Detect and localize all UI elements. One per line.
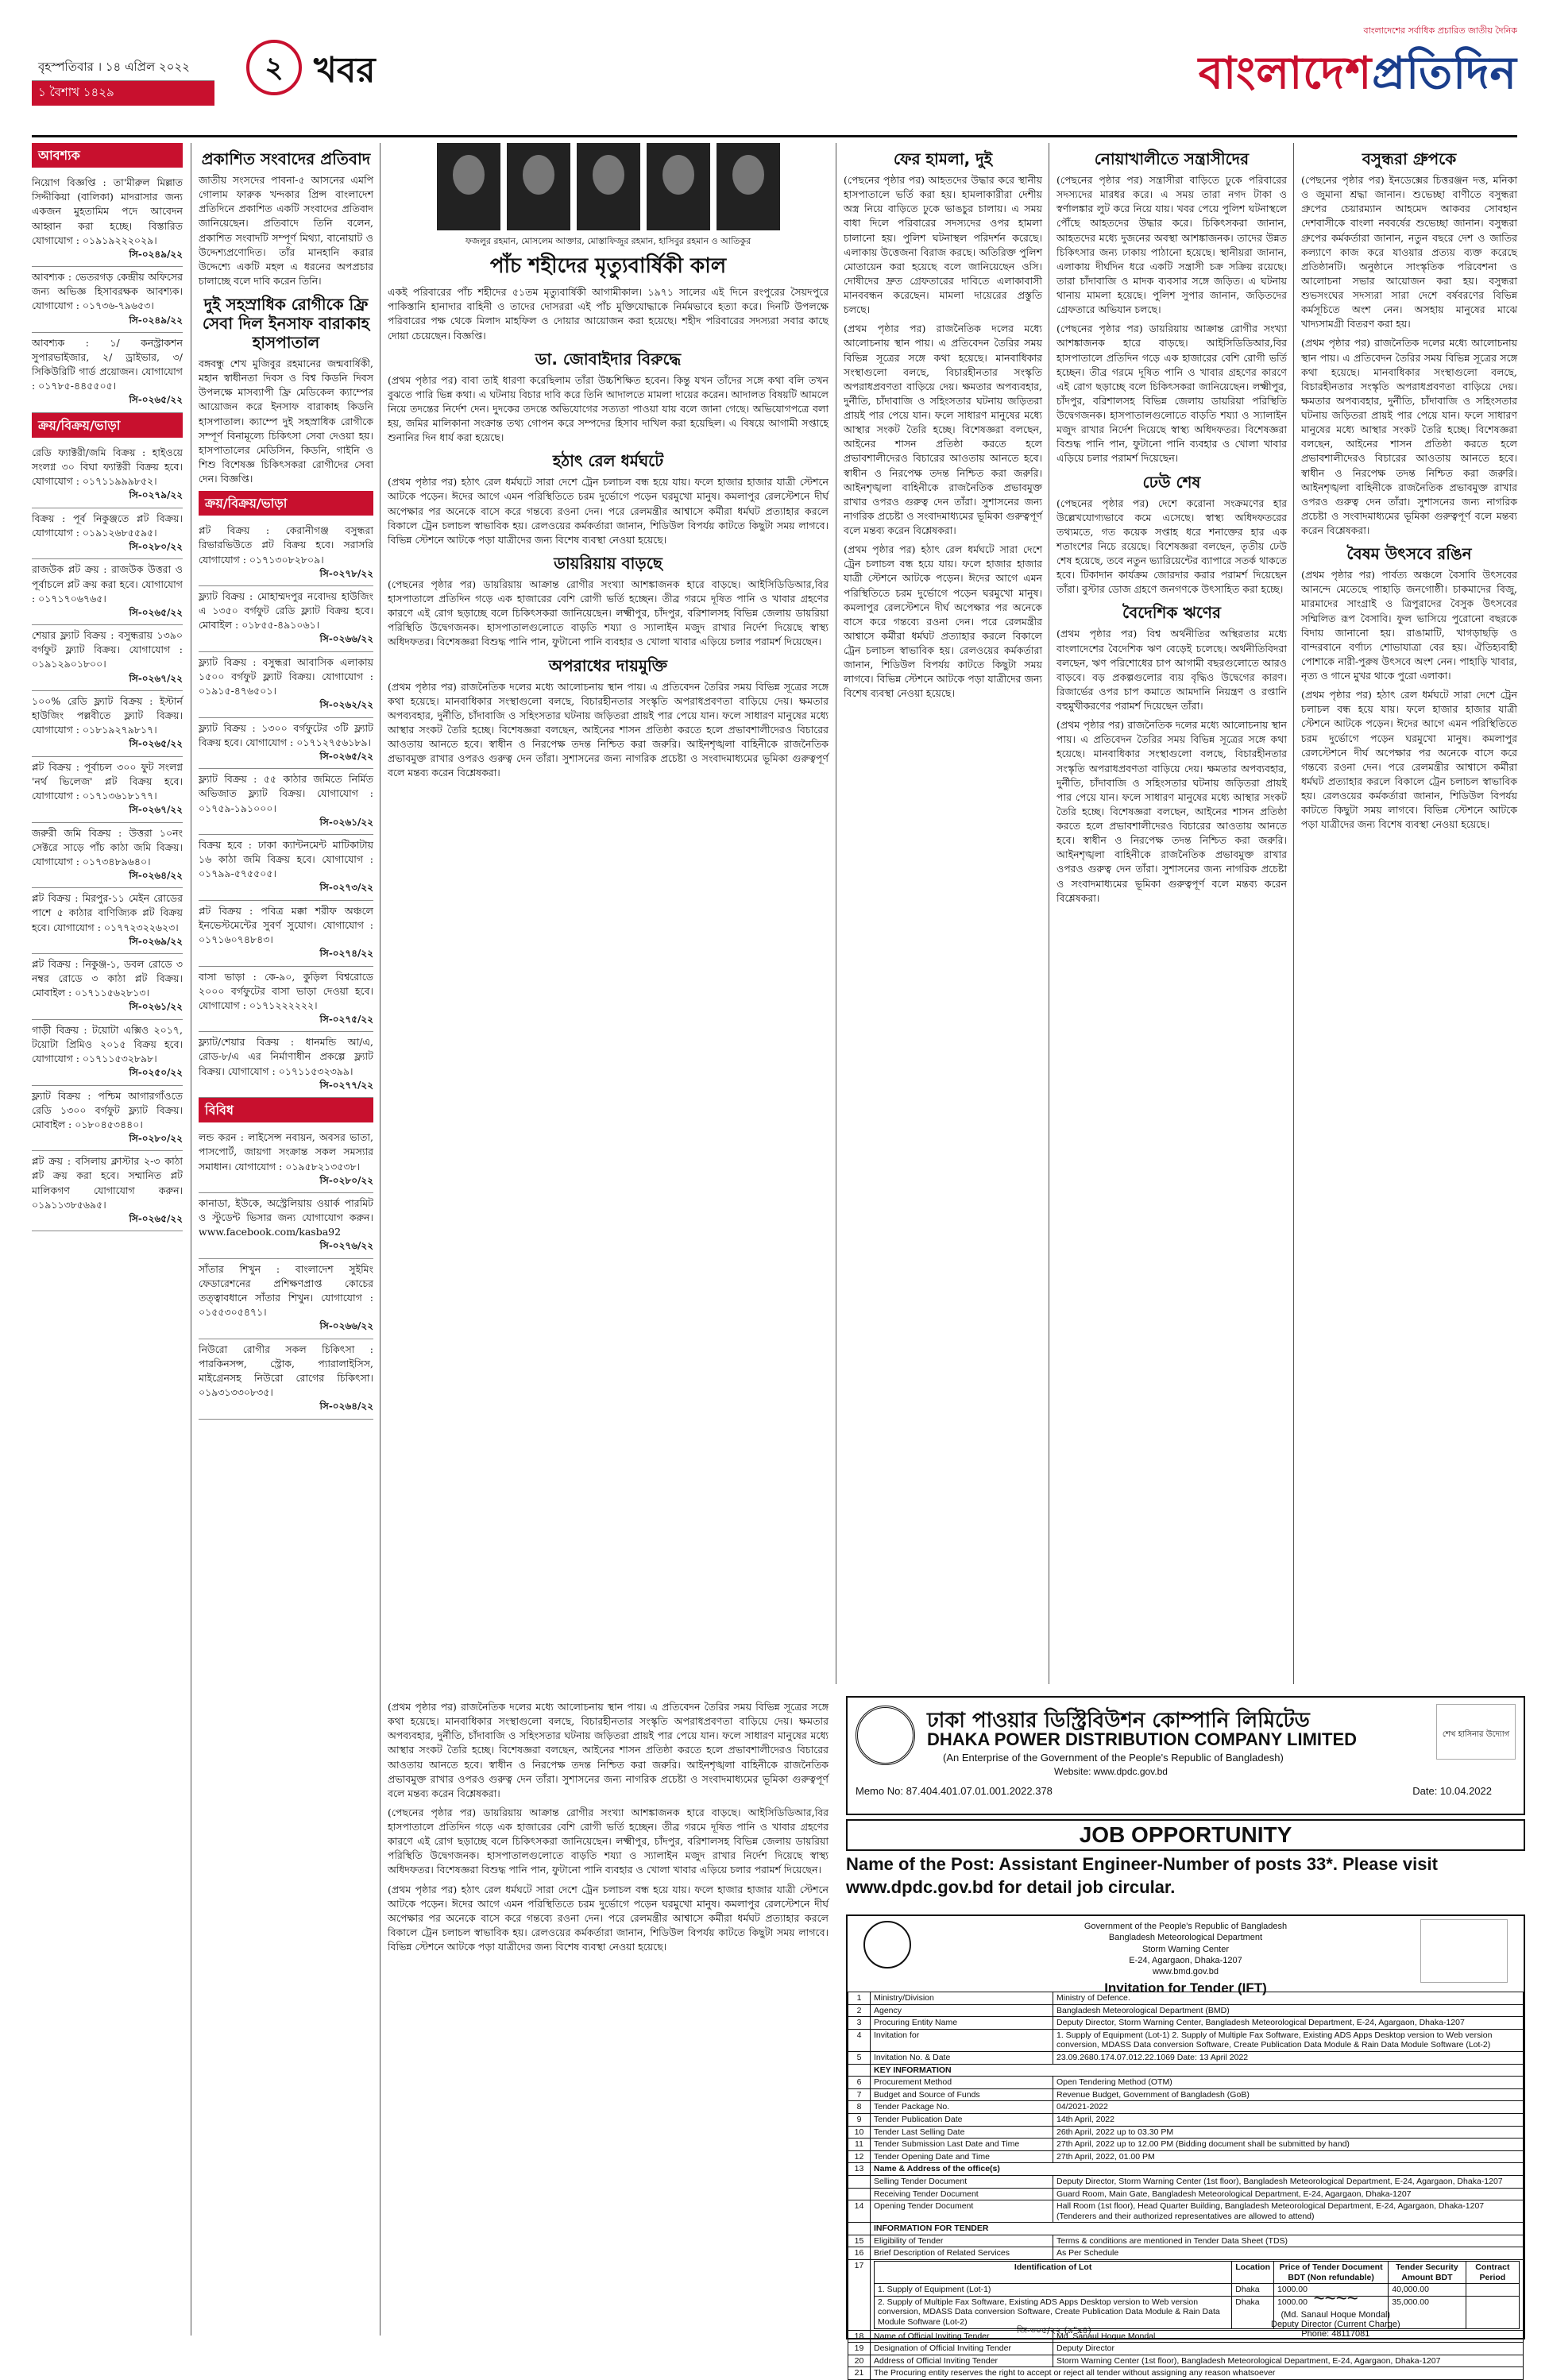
dpdc-logo xyxy=(856,1706,915,1765)
lot-header: Tender Security Amount BDT xyxy=(1389,2262,1466,2284)
festival-body-cont: (প্রথম পৃষ্ঠার পর) হঠাৎ রেল ধর্মঘটে সারা দেশে ট্রেন চলাচল বন্ধ হয়ে যায়। ফলে হাজার হাজার যাত্রী স্টেশনে আটকে পড়েন। ঈদের আগে এমন পরিস্থিতিতে চরম দুর্ভোগে পড়েন ঘরমুখো মানুষ। কমলাপুর রেলস্টেশনে দীর্ঘ অপেক্ষার পর অনেকে বাসে করে গন্তব্যে রওনা দেন। পরে রেলমন্ত্রীর আশ্বাসে কর্মীরা ধর্মঘট প্রত্যাহার করলে বিকালে ট্রেন চলাচল স্বাভাবিক হয়। রেলওয়ের কর্মকর্তারা জানান, শিডিউল বিপর্যয় কাটতে কিছুটা সময় লাগবে। বিভিন্ন স্টেশনে আটকে পড়া যাত্রীদের জন্য বিশেষ ব্যবস্থা নেওয়া হয়েছে। xyxy=(1301,689,1517,831)
tender-row xyxy=(848,2330,1524,2343)
classified-item xyxy=(199,652,373,718)
classified-text: শেয়ার ফ্ল্যাট বিক্রয় : বসুন্ধরায় ১৩৯০ বর্গফুট ফ্ল্যাট বিক্রয়। যোগাযোগ : ০১৯১২৯০১৮০০। xyxy=(32,629,183,670)
tender-row-key: Designation of Official Inviting Tender xyxy=(871,2343,1053,2355)
column-3 xyxy=(388,143,829,1692)
classified-item xyxy=(32,559,183,625)
government-emblem xyxy=(863,1921,911,1969)
classified-item xyxy=(199,520,373,586)
tender-row xyxy=(848,2004,1524,2017)
paper-tagline: বাংলাদেশের সর্বাধিক প্রচারিত জাতীয় দৈনিক xyxy=(1363,25,1517,36)
tender-row-value: 27th April, 2022, 01.00 PM xyxy=(1053,2150,1524,2163)
classified-ref: সি-০২৬৪/২২ xyxy=(129,869,183,881)
classified-text: ১০০% রেডি ফ্ল্যাট বিক্রয় : ইস্টার্ন হাউজিং পল্লবীতে ফ্ল্যাট বিক্রয়। যোগাযোগ : ০১৮১৯২৭৯৮১৭। xyxy=(32,694,183,736)
signatory-phone: Phone: 48117081 xyxy=(1301,2329,1370,2339)
tender-row-value: Terms & conditions are mentioned in Tender Data Sheet (TDS) xyxy=(1053,2235,1524,2247)
rail-strike-headline: হঠাৎ রেল ধর্মঘটে xyxy=(552,451,664,471)
classified-ref: সি-০২৬৭/২২ xyxy=(129,672,183,684)
classified-item xyxy=(32,442,183,508)
classified-ref: সি-০২৬৯/২২ xyxy=(129,935,183,947)
tender-row-value: Open Tendering Method (OTM) xyxy=(1053,2077,1524,2089)
tender-row-value: Storm Warning Center (1st floor), Bangladesh Meteorological Department, E-24, Agargaon, Dhaka-1207 xyxy=(1053,2355,1524,2367)
classified-text: জরুরী জমি বিক্রয় : উত্তরা ১০নং সেক্টরে সাড়ে পাঁচ কাঠা জমি বিক্রয়। যোগাযোগ : ০১৭৩৪৮৯৬৪০। xyxy=(32,826,183,867)
gd-reference: জি-৩০৫/২২ (৯"x৪) xyxy=(1017,2325,1091,2336)
tender-row xyxy=(848,2139,1524,2151)
portrait-photo xyxy=(507,143,570,230)
tender-row xyxy=(848,2367,1524,2380)
tender-row-number: 15 xyxy=(848,2235,871,2247)
noakhali-headline: নোয়াখালীতে সন্ত্রাসীদের xyxy=(1094,149,1250,168)
doctor-headline: ডা. জোবাইদার বিরুদ্ধে xyxy=(535,349,682,369)
classified-heading-buysell: ক্রয়/বিক্রয়/ভাড়া xyxy=(32,413,183,438)
tender-row-number: 10 xyxy=(848,2126,871,2139)
tender-row-key: Selling Tender Document xyxy=(871,2175,1053,2188)
classified-item xyxy=(32,1151,183,1231)
lot-table-cell xyxy=(871,2260,1524,2331)
tender-row-value: As Per Schedule xyxy=(1053,2247,1524,2260)
tender-row xyxy=(848,2150,1524,2163)
classified-heading-wanted: আবশ্যক xyxy=(32,143,183,168)
tender-row-number: 21 xyxy=(848,2367,871,2380)
tender-row-value: 26th April, 2022 up to 03.30 PM xyxy=(1053,2126,1524,2139)
classified-ref: সি-০২৬১/২২ xyxy=(129,1001,183,1013)
tender-row-number xyxy=(848,2064,871,2077)
tender-row xyxy=(848,2113,1524,2126)
insaf-headline: দুই সহস্রাধিক রোগীকে ফ্রি সেবা দিল ইনসাফ বারাকাহ হাসপাতাল xyxy=(202,295,370,352)
classified-text: আবশ্যক : ভেতরগড় কেন্দ্রীয় অফিসের জন্য অভিজ্ঞ হিসাবরক্ষক আবশ্যক। যোগাযোগ : ০১৭৩৬-৭৯৬৫৩। xyxy=(32,271,183,312)
classified-text: ফ্ল্যাট বিক্রয় : বসুন্ধরা আবাসিক এলাকায় ১৫০০ বর্গফুট ফ্ল্যাট বিক্রয়। যোগাযোগ : ০১৯১৫-৪৭৬৫০১। xyxy=(199,655,373,697)
portrait-photo xyxy=(647,143,710,230)
tender-row xyxy=(848,2247,1524,2260)
classified-text: ফ্ল্যাট বিক্রয় : ১৩০০ বর্গফুটের ৩টি ফ্ল্যাট বিক্রয় হবে। যোগাযোগ : ০১৭১২৭৫৬১৮৯। xyxy=(199,721,373,748)
lot-row xyxy=(875,2284,1520,2297)
lot-name: 1. Supply of Equipment (Lot-1) xyxy=(875,2284,1232,2297)
column-divider xyxy=(1293,143,1294,1684)
classified-ref: সি-০২৪৯/২২ xyxy=(129,314,183,326)
lot-row xyxy=(875,2296,1520,2328)
tender-row-number: 2 xyxy=(848,2004,871,2017)
tender-row-key: Tender Package No. xyxy=(871,2101,1053,2114)
column-5 xyxy=(1056,143,1287,1684)
tender-row-key: Invitation No. & Date xyxy=(871,2051,1053,2064)
tender-disclaimer: The Procuring entity reserves the right to accept or reject all tender without assigning any reason whatsoever xyxy=(871,2367,1524,2380)
doctor-body: (প্রথম পৃষ্ঠার পর) বাবা তাই ধারণা করেছিলাম তাঁরা উচ্চশিক্ষিত হবেন। কিন্তু যখন তাঁদের সঙ্গে কথা বলি তখন বুঝতে পারি ভিন্ন কথা। এ ঘটনায় বিচার দাবি করে তিনি আদালতে মামলা দায়ের করেন। আদালত বিষয়টি আমলে নিয়ে তদন্তের নির্দেশ দেন। দুদকের তদন্তে অভিযোগের সত্যতা পাওয়া যায় বলে জানা গেছে। অভিযোগপত্রে বলা হয়, জমির মালিকানা সংক্রান্ত তথ্য গোপন করে সম্পদের হিসাব দাখিল করা হয়েছিল। এ বিষয়ে আগামী সপ্তাহে শুনানির দিন ধার্য করা হয়েছে। xyxy=(388,373,829,444)
tender-row-key: Receiving Tender Document xyxy=(871,2188,1053,2200)
classified-ref: সি-০২৬২/২২ xyxy=(319,699,373,711)
tender-row-number: 8 xyxy=(848,2101,871,2114)
tender-row xyxy=(848,2126,1524,2139)
tender-row-number: 7 xyxy=(848,2088,871,2101)
classified-ref: সি-০২৭৩/২২ xyxy=(319,882,373,894)
tender-row-number: 3 xyxy=(848,2017,871,2030)
classified-ref: সি-০২৬৭/২২ xyxy=(129,804,183,816)
classified-text: ফ্ল্যাট বিক্রয় : ৫৫ কাঠার জমিতে নির্মিত অভিজাত ফ্ল্যাট বিক্রয়। যোগাযোগ : ০১৭৫৯-১৯১০০০। xyxy=(199,773,373,814)
tender-web: www.bmd.gov.bd xyxy=(1153,1967,1219,1977)
tender-row-number: 13 xyxy=(848,2163,871,2176)
signatory-name: (Md. Sanaul Hoque Mondal) xyxy=(1281,2310,1391,2320)
classified-item xyxy=(199,1127,373,1193)
dpdc-title-en: DHAKA POWER DISTRIBUTION COMPANY LIMITED xyxy=(927,1729,1358,1749)
tender-row xyxy=(848,2064,1524,2077)
tender-row-key: Eligibility of Tender xyxy=(871,2235,1053,2247)
bashundhara-body-cont: (প্রথম পৃষ্ঠার পর) রাজনৈতিক দলের মধ্যে আলোচনায় স্থান পায়। এ প্রতিবেদন তৈরির সময় বিভিন্ন সূত্রের সঙ্গে কথা হয়েছে। মানবাধিকার সংস্থাগুলো বলছে, বিচারহীনতার সংস্কৃতি অপরাধপ্রবণতা বাড়িয়ে দেয়। ক্ষমতার অপব্যবহার, দুর্নীতি, চাঁদাবাজি ও সহিংসতার ঘটনায় জড়িতরা প্রায়ই পার পেয়ে যান। ফলে সাধারণ মানুষের মধ্যে আস্থার সংকট তৈরি হচ্ছে। বিশেষজ্ঞরা বলছেন, আইনের শাসন প্রতিষ্ঠা করতে হলে প্রভাবশালীদেরও বিচারের আওতায় আনতে হবে। স্বাধীন ও নিরপেক্ষ তদন্ত নিশ্চিত করা জরুরি। আইনশৃঙ্খলা বাহিনীকে রাজনৈতিক প্রভাবমুক্ত রাখার ওপরও গুরুত্ব দেন তাঁরা। সুশাসনের জন্য নাগরিক প্রচেষ্টা ও সংবাদমাধ্যমের ভূমিকা গুরুত্বপূর্ণ বলে মন্তব্য করেন বিশ্লেষকরা। xyxy=(1301,337,1517,536)
classified-ref: সি-০২৫০/২২ xyxy=(129,1067,183,1079)
classified-ref: সি-০২৬৫/২২ xyxy=(129,738,183,750)
column-6 xyxy=(1301,143,1517,1684)
classified-ref: সি-০২৮০/২২ xyxy=(129,541,183,553)
classified-text: প্লট বিক্রয় : পূর্বাচল ৩০০ ফুট সংলগ্ন 'নর্থ ভিলেজ' প্লট বিক্রয় হবে। যোগাযোগ : ০১৭১৩৬১৮১৭৭। xyxy=(32,760,183,802)
classified-heading-misc: বিবিধ xyxy=(199,1098,373,1122)
tender-row-number: 14 xyxy=(848,2200,871,2223)
paper-name xyxy=(1199,39,1517,114)
tender-row-number: 4 xyxy=(848,2029,871,2051)
memo-number: Memo No: 87.404.401.07.01.001.2022.378 xyxy=(856,1785,1053,1797)
lot-security: 40,000.00 xyxy=(1389,2284,1466,2297)
tender-row-key: Address of Official Inviting Tender xyxy=(871,2355,1053,2367)
dpdc-title-bn: ঢাকা পাওয়ার ডিস্ট্রিবিউশন কোম্পানি লিমিটেড xyxy=(927,1709,1310,1733)
tender-row xyxy=(848,2017,1524,2030)
diarrhea-body-cont: (পেছনের পৃষ্ঠার পর) ডায়রিয়ায় আক্রান্ত রোগীর সংখ্যা আশঙ্কাজনক হারে বাড়ছে। আইসিডিডিআর,বির হাসপাতালে প্রতিদিন গড়ে এক হাজারের বেশি রোগী ভর্তি হচ্ছেন। তীব্র গরমে দূষিত পানি ও খাবার গ্রহণের কারণে এই রোগ ছড়াচ্ছে বলে চিকিৎসকরা জানিয়েছেন। লক্ষ্মীপুর, চাঁদপুর, বরিশালসহ বিভিন্ন জেলায় ডায়রিয়া পরিস্থিতি উদ্বেগজনক। হাসপাতালগুলোতে বাড়তি শয্যা ও স্যালাইন মজুদ রাখার নির্দেশ দিয়েছে স্বাস্থ্য অধিদফতর। বিশেষজ্ঞরা বিশুদ্ধ পানি পান, ফুটানো পানি ব্যবহার ও খোলা খাবার এড়িয়ে চলার পরামর্শ দিয়েছেন। xyxy=(388,1806,829,1876)
classified-text: সাঁতার শিখুন : বাংলাদেশ সুইমিং ফেডারেশনের প্রশিক্ষণপ্রাপ্ত কোচের তত্ত্বাবধানে সাঁতার শিখুন। যোগাযোগ : ০১৫৫৩০৫৪৭১। xyxy=(199,1262,373,1319)
tender-row-number xyxy=(848,2223,871,2235)
classified-text: বাসা ভাড়া : কে-৯০, কুড়িল বিশ্বরোডে ২০০০ বর্গফুটের বাসা ভাড়া দেওয়া হবে। যোগাযোগ : ০১৭১২২২২২২। xyxy=(199,970,373,1011)
foreign-debt-body: (প্রথম পৃষ্ঠার পর) বিশ্ব অর্থনীতির অস্থিরতার মধ্যে বাংলাদেশের বৈদেশিক ঋণ বেড়েই চলেছে। অর্থনীতিবিদরা বলছেন, ঋণ পরিশোধের চাপ আগামী বছরগুলোতে আরও বাড়বে। বড় প্রকল্পগুলোর ব্যয় বৃদ্ধিও উদ্বেগের কারণ। রিজার্ভের ওপর চাপ কমাতে আমদানি নিয়ন্ত্রণ ও রপ্তানি বহুমুখীকরণের পরামর্শ দিয়েছেন তাঁরা। xyxy=(1056,628,1287,712)
tender-row-value: Guard Room, Main Gate, Bangladesh Meteorological Department, E-24, Agargaon, Dhaka-1207 xyxy=(1053,2188,1524,2200)
lot-header: Contract Period xyxy=(1466,2262,1519,2284)
tender-row xyxy=(848,2051,1524,2064)
tender-row xyxy=(848,2163,1524,2176)
classified-text: আবশ্যক : ১/ কনস্ট্রাকশন সুপারভাইজার, ২/ ড্রাইভার, ৩/ সিকিউরিটি গার্ড প্রয়োজন। যোগাযোগ : ০১৭৮৫-৪৪৫৫০৫। xyxy=(32,336,183,392)
lot-header: Location xyxy=(1232,2262,1274,2284)
tender-row-value: Revenue Budget, Government of Bangladesh (GoB) xyxy=(1053,2088,1524,2101)
tender-row-key: Tender Submission Last Date and Time xyxy=(871,2139,1053,2151)
portrait-badge xyxy=(1420,1919,1508,1983)
dpdc-subtitle: (An Enterprise of the Government of the People's Republic of Bangladesh) xyxy=(943,1752,1284,1764)
impunity-body-cont: (প্রথম পৃষ্ঠার পর) রাজনৈতিক দলের মধ্যে আলোচনায় স্থান পায়। এ প্রতিবেদন তৈরির সময় বিভিন্ন সূত্রের সঙ্গে কথা হয়েছে। মানবাধিকার সংস্থাগুলো বলছে, বিচারহীনতার সংস্কৃতি অপরাধপ্রবণতা বাড়িয়ে দেয়। ক্ষমতার অপব্যবহার, দুর্নীতি, চাঁদাবাজি ও সহিংসতার ঘটনায় জড়িতরা প্রায়ই পার পেয়ে যান। ফলে সাধারণ মানুষের মধ্যে আস্থার সংকট তৈরি হচ্ছে। বিশেষজ্ঞরা বলছেন, আইনের শাসন প্রতিষ্ঠা করতে হলে প্রভাবশালীদেরও বিচারের আওতায় আনতে হবে। স্বাধীন ও নিরপেক্ষ তদন্ত নিশ্চিত করা জরুরি। আইনশৃঙ্খলা বাহিনীকে রাজনৈতিক প্রভাবমুক্ত রাখার ওপরও গুরুত্ব দেন তাঁরা। সুশাসনের জন্য নাগরিক প্রচেষ্টা ও সংবাদমাধ্যমের ভূমিকা গুরুত্বপূর্ণ বলে মন্তব্য করেন বিশ্লেষকরা। xyxy=(388,1701,829,1799)
foreign-debt-body-cont: (প্রথম পৃষ্ঠার পর) রাজনৈতিক দলের মধ্যে আলোচনায় স্থান পায়। এ প্রতিবেদন তৈরির সময় বিভিন্ন সূত্রের সঙ্গে কথা হয়েছে। মানবাধিকার সংস্থাগুলো বলছে, বিচারহীনতার সংস্কৃতি অপরাধপ্রবণতা বাড়িয়ে দেয়। ক্ষমতার অপব্যবহার, দুর্নীতি, চাঁদাবাজি ও সহিংসতার ঘটনায় জড়িতরা প্রায়ই পার পেয়ে যান। ফলে সাধারণ মানুষের মধ্যে আস্থার সংকট তৈরি হচ্ছে। বিশেষজ্ঞরা বলছেন, আইনের শাসন প্রতিষ্ঠা করতে হলে প্রভাবশালীদেরও বিচারের আওতায় আনতে হবে। স্বাধীন ও নিরপেক্ষ তদন্ত নিশ্চিত করা জরুরি। আইনশৃঙ্খলা বাহিনীকে রাজনৈতিক প্রভাবমুক্ত রাখার ওপরও গুরুত্ব দেন তাঁরা। সুশাসনের জন্য নাগরিক প্রচেষ্টা ও সংবাদমাধ্যমের ভূমিকা গুরুত্বপূর্ণ বলে মন্তব্য করেন বিশ্লেষকরা। xyxy=(1056,719,1287,904)
classified-ref: সি-০২৪৯/২২ xyxy=(129,248,183,260)
tender-row xyxy=(848,2175,1524,2188)
rail-strike-body-cont: (প্রথম পৃষ্ঠার পর) হঠাৎ রেল ধর্মঘটে সারা দেশে ট্রেন চলাচল বন্ধ হয়ে যায়। ফলে হাজার হাজার যাত্রী স্টেশনে আটকে পড়েন। ঈদের আগে এমন পরিস্থিতিতে চরম দুর্ভোগে পড়েন ঘরমুখো মানুষ। কমলাপুর রেলস্টেশনে দীর্ঘ অপেক্ষার পর অনেকে বাসে করে গন্তব্যে রওনা দেন। পরে রেলমন্ত্রীর আশ্বাসে কর্মীরা ধর্মঘট প্রত্যাহার করলে বিকালে ট্রেন চলাচল স্বাভাবিক হয়। রেলওয়ের কর্মকর্তারা জানান, শিডিউল বিপর্যয় কাটতে কিছুটা সময় লাগবে। বিভিন্ন স্টেশনে আটকে পড়া যাত্রীদের জন্য বিশেষ ব্যবস্থা নেওয়া হয়েছে। xyxy=(388,1883,829,1953)
tender-row xyxy=(848,2223,1524,2235)
festival-headline: বৈষম উৎসবে রঙিন xyxy=(1346,544,1472,564)
rebuttal-body: জাতীয় সংসদের পাবনা-৫ আসনের এমপি গোলাম ফারুক খন্দকার প্রিন্স বাংলাদেশ প্রতিদিনে প্রকাশিত একটি সংবাদের প্রতিবাদ জানিয়েছেন। প্রতিবাদে তিনি বলেন, প্রকাশিত সংবাদটি সম্পূর্ণ মিথ্যা, বানোয়াট ও উদ্দেশ্যপ্রণোদিত। তাঁর মানহানি করার উদ্দেশ্যে একটি মহল এ ধরনের অপপ্রচার চালাচ্ছে বলে দাবি করেন তিনি। xyxy=(199,174,373,287)
tender-row-value: 23.09.2680.174.07.012.22.1069 Date: 13 April 2022 xyxy=(1053,2051,1524,2064)
impunity-body: (প্রথম পৃষ্ঠার পর) রাজনৈতিক দলের মধ্যে আলোচনায় স্থান পায়। এ প্রতিবেদন তৈরির সময় বিভিন্ন সূত্রের সঙ্গে কথা হয়েছে। মানবাধিকার সংস্থাগুলো বলছে, বিচারহীনতার সংস্কৃতি অপরাধপ্রবণতা বাড়িয়ে দেয়। ক্ষমতার অপব্যবহার, দুর্নীতি, চাঁদাবাজি ও সহিংসতার ঘটনায় জড়িতরা প্রায়ই পার পেয়ে যান। ফলে সাধারণ মানুষের মধ্যে আস্থার সংকট তৈরি হচ্ছে। বিশেষজ্ঞরা বলছেন, আইনের শাসন প্রতিষ্ঠা করতে হলে প্রভাবশালীদেরও বিচারের আওতায় আনতে হবে। স্বাধীন ও নিরপেক্ষ তদন্ত নিশ্চিত করা জরুরি। আইনশৃঙ্খলা বাহিনীকে রাজনৈতিক প্রভাবমুক্ত রাখার ওপরও গুরুত্ব দেন তাঁরা। সুশাসনের জন্য নাগরিক প্রচেষ্টা ও সংবাদমাধ্যমের ভূমিকা গুরুত্বপূর্ণ বলে মন্তব্য করেন বিশ্লেষকরা। xyxy=(388,680,829,779)
portrait-photo xyxy=(577,143,640,230)
column-4 xyxy=(844,143,1042,1684)
tender-row-number: 12 xyxy=(848,2150,871,2163)
noakhali-body: (পেছনের পৃষ্ঠার পর) সন্ত্রাসীরা বাড়িতে ঢুকে পরিবারের সদস্যদের মারধর করে। এ সময় তারা নগদ টাকা ও স্বর্ণালঙ্কার লুট করে নিয়ে যায়। খবর পেয়ে পুলিশ ঘটনাস্থলে পৌঁছে আহতদের উদ্ধার করে। চিকিৎসকরা জানান, আহতদের মধ্যে দুজনের অবস্থা আশঙ্কাজনক। তাদের উন্নত চিকিৎসার জন্য ঢাকায় পাঠানো হয়েছে। স্থানীয়রা জানান, এলাকায় দীর্ঘদিন ধরে একটি সন্ত্রাসী চক্র সক্রিয় রয়েছে। তারা চাঁদাবাজি ও মাদক ব্যবসার সঙ্গে জড়িত। এ ঘটনায় থানায় মামলা হয়েছে। পুলিশ সুপার জানান, জড়িতদের গ্রেফতারে অভিযান চলছে। xyxy=(1056,174,1287,316)
classified-text: গাড়ী বিক্রয় : টয়োটা এক্সিও ২০১৭, টয়োটা প্রিমিও ২০১৫ বিক্রয় হবে। যোগাযোগ : ০১৭১১৫৩২৮৯৮। xyxy=(32,1023,183,1065)
tender-row-value: Bangladesh Meteorological Department (BMD) xyxy=(1053,2004,1524,2017)
bangla-date: ১ বৈশাখ ১৪২৯ xyxy=(32,81,214,106)
classified-ref: সি-০২৮০/২২ xyxy=(129,1132,183,1144)
tender-row-value: 14th April, 2022 xyxy=(1053,2113,1524,2126)
memo-date: Date: 10.04.2022 xyxy=(1412,1785,1492,1797)
classified-ref: সি-০২৭৮/২২ xyxy=(319,567,373,579)
rebuttal-headline: প্রকাশিত সংবাদের প্রতিবাদ xyxy=(201,149,371,168)
classified-item xyxy=(32,172,183,267)
tender-row-key: Agency xyxy=(871,2004,1053,2017)
signatory-title: Deputy Director (Current Charge) xyxy=(1271,2320,1400,2329)
column-3-bottom xyxy=(388,1700,829,2336)
tender-address: E-24, Agargaon, Dhaka-1207 xyxy=(1129,1955,1242,1965)
tender-row-section: Name & Address of the office(s) xyxy=(871,2163,1524,2176)
tender-row-key: Procuring Entity Name xyxy=(871,2017,1053,2030)
tender-row-number: 19 xyxy=(848,2343,871,2355)
classified-item xyxy=(199,835,373,901)
tender-notice xyxy=(846,1914,1525,2378)
classified-ref: সি-০২৬৫/২২ xyxy=(129,606,183,618)
tender-row-number: 9 xyxy=(848,2113,871,2126)
tender-row-number: 18 xyxy=(848,2330,871,2343)
bashundhara-body: (পেছনের পৃষ্ঠার পর) ইনডেক্সের চিত্তরঞ্জন দত্ত, মনিকা ও জুমানা শ্রদ্ধা জানান। শুভেচ্ছা বাণীতে বসুন্ধরা গ্রুপের চেয়ারম্যান আহমেদ আকবর সোবহান দেশবাসীকে বাংলা নববর্ষের শুভেচ্ছা জানান। বসুন্ধরা গ্রুপের কর্মকর্তারা জানান, নতুন বছরে দেশ ও জাতির কল্যাণে কাজ করে যাওয়ার প্রত্যয় ব্যক্ত করেছে প্রতিষ্ঠানটি। অনুষ্ঠানে সাংস্কৃতিক পরিবেশনা ও আলোচনা সভার আয়োজন করা হয়। বসুন্ধরা শুভসংঘের সদস্যরা সারা দেশে বর্ষবরণের বিভিন্ন কর্মসূচিতে অংশ নেন। অসহায় মানুষের মাঝে খাদ্যসামগ্রী বিতরণ করা হয়। xyxy=(1301,174,1517,330)
tender-row-number: 1 xyxy=(848,1992,871,2005)
classified-text: নিউরো রোগীর সকল চিকিৎসা : পারকিনসন্স, স্ট্রোক, প্যারালাইসিস, মাইগ্রেনসহ নিউরো রোগের চিকিৎসা। ০১৯৩১৩৩০৮৩৫। xyxy=(199,1343,373,1399)
classified-text: প্লট ক্রয় : বসিলায় ক্লাস্টার ২-৩ কাঠা প্লট ক্রয় করা হবে। সম্মানিত প্লট মালিকগণ যোগাযোগ করুন। ০১৯১১৩৮৫৬৯৫। xyxy=(32,1155,183,1211)
paper-name-part1: বাংলাদেশ xyxy=(1198,48,1373,99)
tender-dept: Bangladesh Meteorological Department xyxy=(1108,1933,1263,1943)
classified-list-buysell-2 xyxy=(199,520,373,1098)
tender-row-key: Invitation for xyxy=(871,2029,1053,2051)
lot-price: 1000.00 xyxy=(1274,2296,1389,2328)
tender-row-number: 5 xyxy=(848,2051,871,2064)
lot-header: Identification of Lot xyxy=(875,2262,1232,2284)
martyrs-headline: পাঁচ শহীদের মৃত্যুবার্ষিকী কাল xyxy=(489,253,727,278)
classified-text: নিয়োগ বিজ্ঞপ্তি : তা'মীরুল মিল্লাত সিদ্দীকিয়া (বালিকা) মাদরাসার জন্য একজন মুহতামিম পদে আবেদন আহ্বান করা হচ্ছে। বিস্তারিত যোগাযোগ : ০১৯১৯২২২০২৯। xyxy=(32,176,183,246)
tender-row-number: 17 xyxy=(848,2260,871,2331)
classified-ref: সি-০২৭৫/২২ xyxy=(319,1013,373,1025)
classified-ref: সি-০২৭৭/২২ xyxy=(319,1079,373,1091)
tender-row xyxy=(848,2101,1524,2114)
dpdc-job-ad xyxy=(846,1696,1525,1815)
lot-location: Dhaka xyxy=(1232,2296,1274,2328)
noakhali-body-cont: (পেছনের পৃষ্ঠার পর) ডায়রিয়ায় আক্রান্ত রোগীর সংখ্যা আশঙ্কাজনক হারে বাড়ছে। আইসিডিডিআর,বির হাসপাতালে প্রতিদিন গড়ে এক হাজারের বেশি রোগী ভর্তি হচ্ছেন। তীব্র গরমে দূষিত পানি ও খাবার গ্রহণের কারণে এই রোগ ছড়াচ্ছে বলে চিকিৎসকরা জানিয়েছেন। লক্ষ্মীপুর, চাঁদপুর, বরিশালসহ বিভিন্ন জেলায় ডায়রিয়া পরিস্থিতি উদ্বেগজনক। হাসপাতালগুলোতে বাড়তি শয্যা ও স্যালাইন মজুদ রাখার নির্দেশ দিয়েছে স্বাস্থ্য অধিদফতর। বিশেষজ্ঞরা বিশুদ্ধ পানি পান, ফুটানো পানি ব্যবহার ও খোলা খাবার এড়িয়ে চলার পরামর্শ দিয়েছেন। xyxy=(1056,323,1287,465)
job-description: Name of the Post: Assistant Engineer-Number of posts 33*. Please visit www.dpdc.gov.bd for detail job circular. xyxy=(846,1854,1438,1897)
classified-text: রেডি ফ্যাক্টরী/জমি বিক্রয় : হাইওয়ে সংলগ্ন ৩০ বিঘা ফ্যাক্টরী বিক্রয় হবে। যোগাযোগ : ০১৭১১৯৯৯৮৫২। xyxy=(32,446,183,488)
lot-header-row xyxy=(875,2262,1520,2284)
classified-item xyxy=(32,625,183,691)
tender-row-number: 11 xyxy=(848,2139,871,2151)
lot-security: 35,000.00 xyxy=(1389,2296,1466,2328)
lot-name: 2. Supply of Multiple Fax Software, Existing ADS Apps Desktop version to Web version conversion, MDASS Data conversion Software, Create Publication Data Module & Rain Data Module Software (Lot-2) xyxy=(875,2296,1232,2328)
paper-name-part2: প্রতিদিন xyxy=(1372,48,1517,99)
tender-row-key: Tender Last Selling Date xyxy=(871,2126,1053,2139)
tender-gov: Government of the People's Republic of Bangladesh xyxy=(1084,1922,1288,1931)
classified-ref: সি-০২৭৪/২২ xyxy=(319,948,373,960)
section-name: খবর xyxy=(314,50,376,91)
masthead-rule xyxy=(32,135,1517,137)
impunity-headline: অপরাধের দায়মুক্তি xyxy=(548,655,668,675)
classified-item xyxy=(32,823,183,889)
initiative-badge: শেখ হাসিনার উদ্যোগ xyxy=(1436,1704,1516,1760)
tender-row-value: Hall Room (1st floor), Head Quarter Building, Bangladesh Meteorological Department, E-24, Agargaon, Dhaka-1207 (Tenderers and their authorized representatives are allowed to attend) xyxy=(1053,2200,1524,2223)
classified-ref: সি-০২৬৫/২২ xyxy=(319,750,373,762)
classified-ref: সি-০২৬৬/২২ xyxy=(319,1320,373,1332)
classified-list-misc xyxy=(199,1127,373,1419)
classified-text: কানাডা, ইউকে, অস্ট্রেলিয়ায় ওয়ার্ক পারমিট ও স্টুডেন্ট ভিসার জন্য যোগাযোগ করুন। www.facebook.com/kasba92 xyxy=(199,1197,373,1238)
classified-ref: সি-০২৭৬/২২ xyxy=(319,1240,373,1252)
tender-row-number: 20 xyxy=(848,2355,871,2367)
tender-row-section: INFORMATION FOR TENDER xyxy=(871,2223,1524,2235)
tender-row-key: Budget and Source of Funds xyxy=(871,2088,1053,2101)
classified-text: প্লট বিক্রয় : মিরপুর-১১ মেইন রোডের পাশে ৫ কাঠার বাণিজ্যিক প্লট বিক্রয় হবে। যোগাযোগ : ০১৭৭২৩২২৬২৩। xyxy=(32,892,183,933)
foreign-debt-headline: বৈদেশিক ঋণের xyxy=(1122,603,1221,623)
tender-row-number: 16 xyxy=(848,2247,871,2260)
tender-row-value: Md. Sanaul Hoque Mondal xyxy=(1053,2330,1524,2343)
classified-item xyxy=(32,508,183,560)
classified-text: বিক্রয় হবে : ঢাকা ক্যান্টনমেন্ট মাটিকাটায় ১৬ কাঠা জমি বিক্রয় হবে। যোগাযোগ : ০১৭৯৯-৫৭৫৫০৫। xyxy=(199,839,373,880)
tender-row-value: 04/2021-2022 xyxy=(1053,2101,1524,2114)
classified-item xyxy=(32,954,183,1020)
tender-row xyxy=(848,2343,1524,2355)
classified-text: ফ্ল্যাট/শেয়ার বিক্রয় : ধানমন্ডি আ/এ, রোড-৮/এ এর নির্মাণাধীন প্রকল্পে ফ্ল্যাট বিক্রয়। যোগাযোগ : ০১৭১১৫৩২৩৯৯। xyxy=(199,1036,373,1077)
tender-row xyxy=(848,2200,1524,2223)
tender-row-key: Tender Publication Date xyxy=(871,2113,1053,2126)
tender-row-number xyxy=(848,2175,871,2188)
classified-item xyxy=(199,586,373,652)
classified-ref: সি-০২৭৯/২২ xyxy=(129,489,183,501)
day-date: বৃহস্পতিবার । ১৪ এপ্রিল ২০২২ xyxy=(32,56,214,81)
classified-item xyxy=(199,1339,373,1420)
wave-end-headline: ঢেউ শেষ xyxy=(1142,472,1201,492)
paper-logo xyxy=(1199,24,1517,114)
classified-item xyxy=(199,769,373,835)
classifieds-column xyxy=(32,143,183,2336)
classified-item xyxy=(32,1086,183,1152)
rail-strike-body: (প্রথম পৃষ্ঠার পর) হঠাৎ রেল ধর্মঘটে সারা দেশে ট্রেন চলাচল বন্ধ হয়ে যায়। ফলে হাজার হাজার যাত্রী স্টেশনে আটকে পড়েন। ঈদের আগে এমন পরিস্থিতিতে চরম দুর্ভোগে পড়েন ঘরমুখো মানুষ। কমলাপুর রেলস্টেশনে দীর্ঘ অপেক্ষার পর অনেকে বাসে করে গন্তব্যে রওনা দেন। পরে রেলমন্ত্রীর আশ্বাসে কর্মীরা ধর্মঘট প্রত্যাহার করলে বিকালে ট্রেন চলাচল স্বাভাবিক হয়। রেলওয়ের কর্মকর্তারা জানান, শিডিউল বিপর্যয় কাটতে কিছুটা সময় লাগবে। বিভিন্ন স্টেশনে আটকে পড়া যাত্রীদের জন্য বিশেষ ব্যবস্থা নেওয়া হয়েছে। xyxy=(388,476,829,546)
issue-date xyxy=(32,56,214,106)
lot-price: 1000.00 xyxy=(1274,2284,1389,2297)
classified-item xyxy=(32,333,183,413)
tender-row-value: 1. Supply of Equipment (Lot-1) 2. Supply of Multiple Fax Software, Existing ADS Apps Desktop version to Web version conversion, MDASS Data conversion Software, Create Publication Data Module & Rain Data Module Software (Lot-2) xyxy=(1053,2029,1524,2051)
classified-text: প্লট বিক্রয় : কেরানীগঞ্জ বসুন্ধরা রিভারভিউতে প্লট বিক্রয় হবে। সরাসরি যোগাযোগ : ০১৭১৩০৮২৮০৯। xyxy=(199,524,373,566)
classified-ref: সি-০২৬৪/২২ xyxy=(319,1401,373,1412)
tender-row-value: Deputy Director xyxy=(1053,2343,1524,2355)
lot-table xyxy=(874,2261,1520,2329)
tender-row xyxy=(848,2029,1524,2051)
classified-ref: সি-০২৬১/২২ xyxy=(319,816,373,828)
tender-row xyxy=(848,2355,1524,2367)
signature-block xyxy=(1271,2288,1400,2339)
classified-item xyxy=(199,1259,373,1339)
classified-item xyxy=(32,888,183,954)
classified-text: প্লট বিক্রয় : নিকুঞ্জ-১, ডবল রোডে ৩ নম্বর রোডে ৩ কাঠা প্লট বিক্রয়। মোবাইল : ০১৭১১৫৬২৮১৩। xyxy=(32,958,183,999)
classified-item xyxy=(199,718,373,770)
classified-item xyxy=(32,757,183,823)
tender-header xyxy=(848,1916,1524,1996)
tender-row xyxy=(848,2088,1524,2101)
tender-row-number: 6 xyxy=(848,2077,871,2089)
page-number: ২ xyxy=(246,40,302,95)
martyr-photos xyxy=(388,143,829,230)
tender-row xyxy=(848,2235,1524,2247)
classified-text: বিক্রয় : পূর্ব নিকুঞ্জতে প্লট বিক্রয়। যোগাযোগ : ০১৯১২৬৮৫৫৯৫। xyxy=(32,512,183,539)
tender-row-number xyxy=(848,2188,871,2200)
classified-list-wanted xyxy=(32,172,183,413)
classified-text: লন্ড করন : লাইসেন্স নবায়ন, অবসর ভাতা, পাসপোর্ট, জায়গা সংক্রান্ত সকল সমস্যার সমাধান। যোগাযোগ : ০১৯৫৮২১৩৫৩৮। xyxy=(199,1131,373,1173)
signature-scribble: ~~~~ xyxy=(1313,2288,1358,2309)
tender-row-value: Deputy Director, Storm Warning Center (1st floor), Bangladesh Meteorological Department, E-24, Agargaon, Dhaka-1207 xyxy=(1053,2175,1524,2188)
tender-row-key: Ministry/Division xyxy=(871,1992,1053,2005)
tender-title: Invitation for Tender (IFT) xyxy=(1104,1980,1267,1996)
classified-text: ফ্ল্যাট বিক্রয় : মোহাম্মদপুর নবোদয় হাউজিং এ ১৩৫০ বর্গফুট রেডি ফ্ল্যাট বিক্রয় হবে। মোবাইল : ০১৮৫৫-৪৯১০৬১। xyxy=(199,590,373,632)
classified-ref: সি-০২৬৫/২২ xyxy=(129,1212,183,1224)
job-opportunity-banner: JOB OPPORTUNITY xyxy=(846,1819,1525,1851)
tender-row-value: Deputy Director, Storm Warning Center, Bangladesh Meteorological Department, E-24, Agargaon, Dhaka-1207 xyxy=(1053,2017,1524,2030)
classified-ref: সি-০২৮০/২২ xyxy=(319,1174,373,1186)
tender-center: Storm Warning Center xyxy=(1141,1944,1230,1954)
classified-item xyxy=(199,901,373,967)
classified-text: প্লট বিক্রয় : পবিত্র মক্কা শরীফ অঞ্চলে ইনভেস্টমেন্টের সুবর্ণ সুযোগ। যোগাযোগ : ০১৭১৬০৭৪৮৪৩। xyxy=(199,904,373,946)
tender-row-lots xyxy=(848,2260,1524,2331)
photo-caption: ফজলুর রহমান, মোসলেম আক্তার, মোস্তাফিজুর রহমান, হাসিবুর রহমান ও আতিকুর xyxy=(465,236,751,246)
tender-row-value: Ministry of Defence. xyxy=(1053,1992,1524,2005)
classified-item xyxy=(32,267,183,333)
lot-header: Price of Tender Document BDT (Non refundable) xyxy=(1274,2262,1389,2284)
attack-body: (পেছনের পৃষ্ঠার পর) আহতদের উদ্ধার করে স্থানীয় হাসপাতালে ভর্তি করা হয়। হামলাকারীরা দেশীয় অস্ত্র নিয়ে বাড়িতে ঢুকে ভাঙচুর চালায়। এ সময় বাধা দিলে পরিবারের সদস্যদের ওপর হামলা চালানো হয়। পুলিশ ঘটনাস্থল পরিদর্শন করেছে। এলাকায় উত্তেজনা বিরাজ করছে। অতিরিক্ত পুলিশ মোতায়েন করা হয়েছে বলে জানিয়েছেন ওসি। দোষীদের দ্রুত গ্রেফতারের দাবিতে এলাকাবাসী মানববন্ধন করেছেন। মামলা দায়েরের প্রস্তুতি চলছে। xyxy=(844,174,1042,316)
classified-text: রাজউক প্লট ক্রয় : রাজউক উত্তরা ও পূর্বাচলে প্লট ক্রয় করা হবে। যোগাযোগ : ০১৭১৭০৬৭৬৫। xyxy=(32,563,183,605)
classified-heading-buysell-2: ক্রয়/বিক্রয়/ভাড়া xyxy=(199,491,373,516)
tender-row-section: KEY INFORMATION xyxy=(871,2064,1524,2077)
tender-row-key: Procurement Method xyxy=(871,2077,1053,2089)
insaf-body: বঙ্গবন্ধু শেখ মুজিবুর রহমানের জন্মবার্ষিকী, মহান স্বাধীনতা দিবস ও বিশ্ব কিডনি দিবস উপলক্ষে মাসব্যাপী ফ্রি মেডিকেল ক্যাম্পের আয়োজন করে ইনসাফ বারাকাহ কিডনি হাসপাতাল। ক্যাম্পে দুই সহস্রাধিক রোগীকে সম্পূর্ণ বিনামূল্যে চিকিৎসা সেবা দেওয়া হয়। হাসপাতালের মেডিসিন, কিডনি, গাইনি ও শিশু বিশেষজ্ঞ চিকিৎসকরা রোগীদের সেবা দেন। বিজ্ঞপ্তি। xyxy=(199,357,373,485)
attack-headline: ফের হামলা, দুই xyxy=(893,149,993,168)
diarrhea-body: (পেছনের পৃষ্ঠার পর) ডায়রিয়ায় আক্রান্ত রোগীর সংখ্যা আশঙ্কাজনক হারে বাড়ছে। আইসিডিডিআর,বির হাসপাতালে প্রতিদিন গড়ে এক হাজারের বেশি রোগী ভর্তি হচ্ছেন। তীব্র গরমে দূষিত পানি ও খাবার গ্রহণের কারণে এই রোগ ছড়াচ্ছে বলে চিকিৎসকরা জানিয়েছেন। লক্ষ্মীপুর, চাঁদপুর, বরিশালসহ বিভিন্ন জেলায় ডায়রিয়া পরিস্থিতি উদ্বেগজনক। হাসপাতালগুলোতে বাড়তি শয্যা ও স্যালাইন মজুদ রাখার নির্দেশ দিয়েছে স্বাস্থ্য অধিদফতর। বিশেষজ্ঞরা বিশুদ্ধ পানি পান, ফুটানো পানি ব্যবহার ও খোলা খাবার এড়িয়ে চলার পরামর্শ দিয়েছেন। xyxy=(388,578,829,648)
lot-period xyxy=(1466,2296,1519,2328)
classified-list-buysell xyxy=(32,442,183,1231)
classified-item xyxy=(199,1032,373,1098)
tender-table xyxy=(848,1992,1524,2380)
lot-period xyxy=(1466,2284,1519,2297)
lot-location: Dhaka xyxy=(1232,2284,1274,2297)
masthead xyxy=(32,24,1517,151)
tender-row-key: Name of Official Inviting Tender xyxy=(871,2330,1053,2343)
bashundhara-headline: বসুন্ধরা গ্রুপকে xyxy=(1362,149,1457,168)
dpdc-website: Website: www.dpdc.gov.bd xyxy=(1054,1766,1168,1777)
wave-end-body: (পেছনের পৃষ্ঠার পর) দেশে করোনা সংক্রমণের হার উল্লেখযোগ্যভাবে কমে এসেছে। স্বাস্থ্য অধিদফতরের তথ্যমতে, গত কয়েক সপ্তাহ ধরে শনাক্তের হার এক শতাংশের নিচে রয়েছে। বিশেষজ্ঞরা বলছেন, তৃতীয় ঢেউ শেষ হয়েছে, তবে নতুন ভ্যারিয়েন্টের ব্যাপারে সতর্ক থাকতে হবে। টিকাদান কার্যক্রম জোরদার করার পরামর্শ দিয়েছেন তাঁরা। বুস্টার ডোজ গ্রহণে জনগণকে উৎসাহিত করা হচ্ছে। xyxy=(1056,496,1287,596)
column-2 xyxy=(199,143,373,2336)
classified-ref: সি-০২৬৬/২২ xyxy=(319,633,373,645)
classified-text: ফ্ল্যাট বিক্রয় : পশ্চিম আগারগাঁওতে রেডি ১৩০০ বর্গফুট ফ্ল্যাট বিক্রয়। মোবাইল : ০১৮০৪৫৩৪৪০। xyxy=(32,1089,183,1130)
martyrs-body: একই পরিবারের পাঁচ শহীদের ৫১তম মৃত্যুবার্ষিকী আগামীকাল। ১৯৭১ সালের এই দিনে রংপুরের সৈয়দপুরে পাকিস্তানি হানাদার বাহিনী ও তাদের দোসররা এই পাঁচ মুক্তিযোদ্ধাকে নির্মমভাবে হত্যা করে। দিনটি উপলক্ষে পরিবারের পক্ষ থেকে মিলাদ মাহফিল ও দোয়ার আয়োজন করা হয়েছে। শহীদ পরিবারের সদস্যরা সবার কাছে দোয়া চেয়েছেন। বিজ্ঞপ্তি। xyxy=(388,286,829,342)
tender-row xyxy=(848,2077,1524,2089)
tender-row-value: 27th April, 2022 up to 12.00 PM (Bidding document shall be submitted by hand) xyxy=(1053,2139,1524,2151)
classified-item xyxy=(199,1193,373,1259)
classified-ref: সি-০২৬৫/২২ xyxy=(129,394,183,406)
classified-item xyxy=(32,1020,183,1086)
diarrhea-headline: ডায়রিয়ায় বাড়ছে xyxy=(554,553,662,573)
classified-item xyxy=(32,691,183,757)
attack-body-cont2: (প্রথম পৃষ্ঠার পর) হঠাৎ রেল ধর্মঘটে সারা দেশে ট্রেন চলাচল বন্ধ হয়ে যায়। ফলে হাজার হাজার যাত্রী স্টেশনে আটকে পড়েন। ঈদের আগে এমন পরিস্থিতিতে চরম দুর্ভোগে পড়েন ঘরমুখো মানুষ। কমলাপুর রেলস্টেশনে দীর্ঘ অপেক্ষার পর অনেকে বাসে করে গন্তব্যে রওনা দেন। পরে রেলমন্ত্রীর আশ্বাসে কর্মীরা ধর্মঘট প্রত্যাহার করলে বিকালে ট্রেন চলাচল স্বাভাবিক হয়। রেলওয়ের কর্মকর্তারা জানান, শিডিউল বিপর্যয় কাটতে কিছুটা সময় লাগবে। বিভিন্ন স্টেশনে আটকে পড়া যাত্রীদের জন্য বিশেষ ব্যবস্থা নেওয়া হয়েছে। xyxy=(844,543,1042,700)
tender-row xyxy=(848,2188,1524,2200)
classified-item xyxy=(199,967,373,1033)
attack-body-cont: (প্রথম পৃষ্ঠার পর) রাজনৈতিক দলের মধ্যে আলোচনায় স্থান পায়। এ প্রতিবেদন তৈরির সময় বিভিন্ন সূত্রের সঙ্গে কথা হয়েছে। মানবাধিকার সংস্থাগুলো বলছে, বিচারহীনতার সংস্কৃতি অপরাধপ্রবণতা বাড়িয়ে দেয়। ক্ষমতার অপব্যবহার, দুর্নীতি, চাঁদাবাজি ও সহিংসতার ঘটনায় জড়িতরা প্রায়ই পার পেয়ে যান। ফলে সাধারণ মানুষের মধ্যে আস্থার সংকট তৈরি হচ্ছে। বিশেষজ্ঞরা বলছেন, আইনের শাসন প্রতিষ্ঠা করতে হলে প্রভাবশালীদেরও বিচারের আওতায় আনতে হবে। স্বাধীন ও নিরপেক্ষ তদন্ত নিশ্চিত করা জরুরি। আইনশৃঙ্খলা বাহিনীকে রাজনৈতিক প্রভাবমুক্ত রাখার ওপরও গুরুত্ব দেন তাঁরা। সুশাসনের জন্য নাগরিক প্রচেষ্টা ও সংবাদমাধ্যমের ভূমিকা গুরুত্বপূর্ণ বলে মন্তব্য করেন বিশ্লেষকরা। xyxy=(844,323,1042,536)
portrait-photo xyxy=(717,143,780,230)
tender-row-key: Tender Opening Date and Time xyxy=(871,2150,1053,2163)
portrait-photo xyxy=(437,143,500,230)
tender-row-key: Opening Tender Document xyxy=(871,2200,1053,2223)
festival-body: (প্রথম পৃষ্ঠার পর) পার্বত্য অঞ্চলে বৈসাবি উৎসবের আনন্দে মেতেছে পাহাড়ি জনগোষ্ঠী। চাকমাদের বিজু, মারমাদের সাংগ্রাই ও ত্রিপুরাদের বৈসুক উৎসবের সম্মিলিত রূপ বৈসাবি। ফুল ভাসিয়ে পুরোনো বছরকে বিদায় জানানো হয়। রাঙামাটি, খাগড়াছড়ি ও বান্দরবানে বর্ণাঢ্য শোভাযাত্রা বের হয়। ঐতিহ্যবাহী পোশাকে নারী-পুরুষ উৎসবে অংশ নেন। পাহাড়ি খাবার, নৃত্য ও গানে মুখর থাকে পুরো এলাকা। xyxy=(1301,569,1517,682)
tender-row-key: Brief Description of Related Services xyxy=(871,2247,1053,2260)
